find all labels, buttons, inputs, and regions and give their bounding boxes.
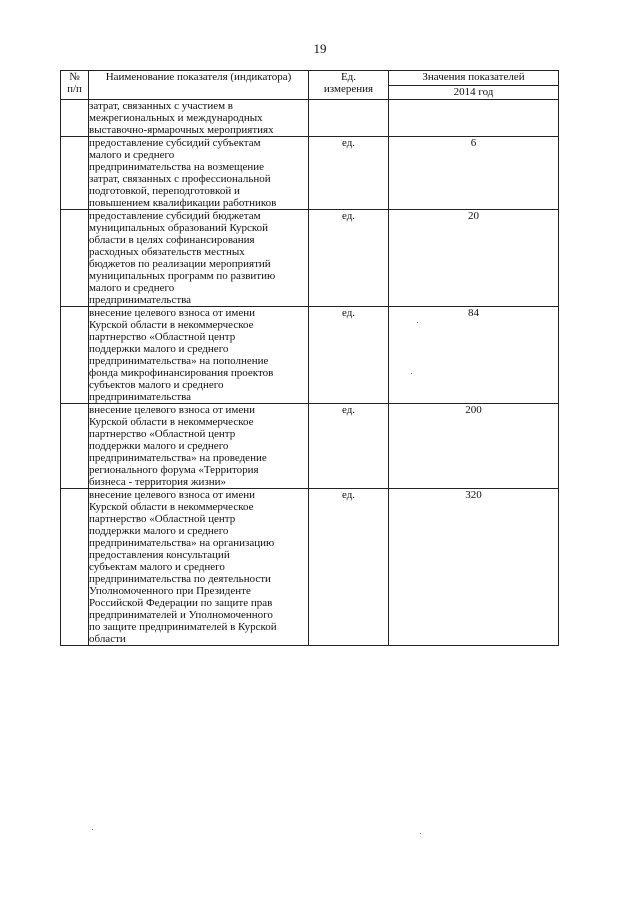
indicator-name-line: области в целях софинансирования [89,234,255,246]
indicator-name-line: фонда микрофинансирования проектов [89,367,274,379]
header-unit-line-2: измерения [323,83,374,95]
scan-speck [417,322,418,323]
row-number-cell [61,137,89,210]
indicator-name-line: субъектов малого и среднего [89,379,224,391]
indicator-name-cell [89,137,309,210]
header-indicator-name: Наименование показателя (индикатора) [89,71,309,100]
indicator-name-line: предпринимательства на возмещение [89,161,264,173]
indicator-name-line: области [89,633,126,645]
table-row [61,489,559,646]
indicator-name-cell [89,210,309,307]
unit-cell: ед. [309,404,389,489]
indicator-name-line: Курской области в некоммерческое [89,319,254,331]
indicator-name-line: бизнеса - территория жизни» [89,476,226,488]
indicator-name-line: муниципальных программ по развитию [89,270,276,282]
header-number-line-1: № [69,71,80,83]
indicator-name-line: предоставление субсидий субъектам [89,137,261,149]
unit-cell: ед. [309,307,389,404]
indicator-name-line: предоставление субсидий бюджетам [89,210,261,222]
indicator-name-line: поддержки малого и среднего [89,525,229,537]
indicator-name-line: предпринимательства» на организацию [89,537,275,549]
indicator-name-line: расходных обязательств местных [89,246,245,258]
indicator-name-line: подготовкой, переподготовкой и [89,185,240,197]
page-number: 19 [313,41,327,56]
unit-cell: ед. [309,489,389,646]
header-year: 2014 год [389,86,559,100]
row-number-cell [61,210,89,307]
table-row [61,100,559,137]
unit-cell: ед. [309,210,389,307]
indicator-name-line: поддержки малого и среднего [89,343,229,355]
indicator-name-line: партнерство «Областной центр [89,513,236,525]
indicator-name-line: внесение целевого взноса от имени [89,404,256,416]
scan-speck [92,829,93,830]
indicator-name-line: Курской области в некоммерческое [89,501,254,513]
value-2014-cell: 84 [389,307,559,404]
indicator-name-cell [89,404,309,489]
scan-speck [420,833,421,834]
indicator-name-line: предпринимательства» на проведение [89,452,267,464]
indicator-name-line: Курской области в некоммерческое [89,416,254,428]
value-2014-cell: 20 [389,210,559,307]
indicator-name-line: предоставления консультаций [89,549,230,561]
table-body [61,100,559,646]
value-2014-cell: 320 [389,489,559,646]
indicator-name-line: малого и среднего [89,149,175,161]
table-header [61,71,559,100]
indicator-name-line: внесение целевого взноса от имени [89,489,256,501]
indicator-name-line: межрегиональных и международных [89,112,263,124]
value-2014-cell [389,100,559,137]
indicator-name-cell [89,489,309,646]
indicator-name-cell [89,307,309,404]
header-values-title: Значения показателей [389,71,559,86]
header-number [61,71,89,100]
indicator-name-line: поддержки малого и среднего [89,440,229,452]
row-number-cell [61,307,89,404]
indicator-name-line: Российской Федерации по защите прав [89,597,273,609]
indicator-name-line: внесение целевого взноса от имени [89,307,256,319]
indicator-name-line: Уполномоченного при Президенте [89,585,251,597]
row-number-cell [61,489,89,646]
indicator-name-line: малого и среднего [89,282,175,294]
row-number-cell [61,100,89,137]
header-unit-line-1: Ед. [340,71,357,83]
unit-cell [309,100,389,137]
value-2014-cell: 200 [389,404,559,489]
header-number-line-2: п/п [67,83,82,95]
indicator-name-line: повышением квалификации работников [89,197,277,209]
indicator-name-line: субъектам малого и среднего [89,561,225,573]
indicator-name-line: предпринимателей и Уполномоченного [89,609,273,621]
header-unit [309,71,389,100]
indicator-name-line: по защите предпринимателей в Курской [89,621,277,633]
indicator-name-line: предпринимательства по деятельности [89,573,271,585]
indicator-name-line: затрат, связанных с участием в [89,100,234,112]
indicator-name-line: муниципальных образований Курской [89,222,269,234]
indicator-name-line: предпринимательства [89,294,192,306]
indicator-name-line: партнерство «Областной центр [89,331,236,343]
indicator-name-cell [89,100,309,137]
indicator-name-line: затрат, связанных с профессиональной [89,173,271,185]
table-row [61,307,559,404]
table-row [61,137,559,210]
indicator-name-line: предпринимательства» на пополнение [89,355,269,367]
indicator-name-line: выставочно-ярмарочных мероприятиях [89,124,274,136]
row-number-cell [61,404,89,489]
table-row [61,404,559,489]
indicator-name-line: партнерство «Областной центр [89,428,236,440]
indicators-table [60,70,559,646]
table-row [61,210,559,307]
indicator-name-line: регионального форума «Территория [89,464,259,476]
scan-speck [411,373,412,374]
unit-cell: ед. [309,137,389,210]
indicator-name-line: предпринимательства [89,391,192,403]
indicator-name-line: бюджетов по реализации мероприятий [89,258,271,270]
value-2014-cell: 6 [389,137,559,210]
